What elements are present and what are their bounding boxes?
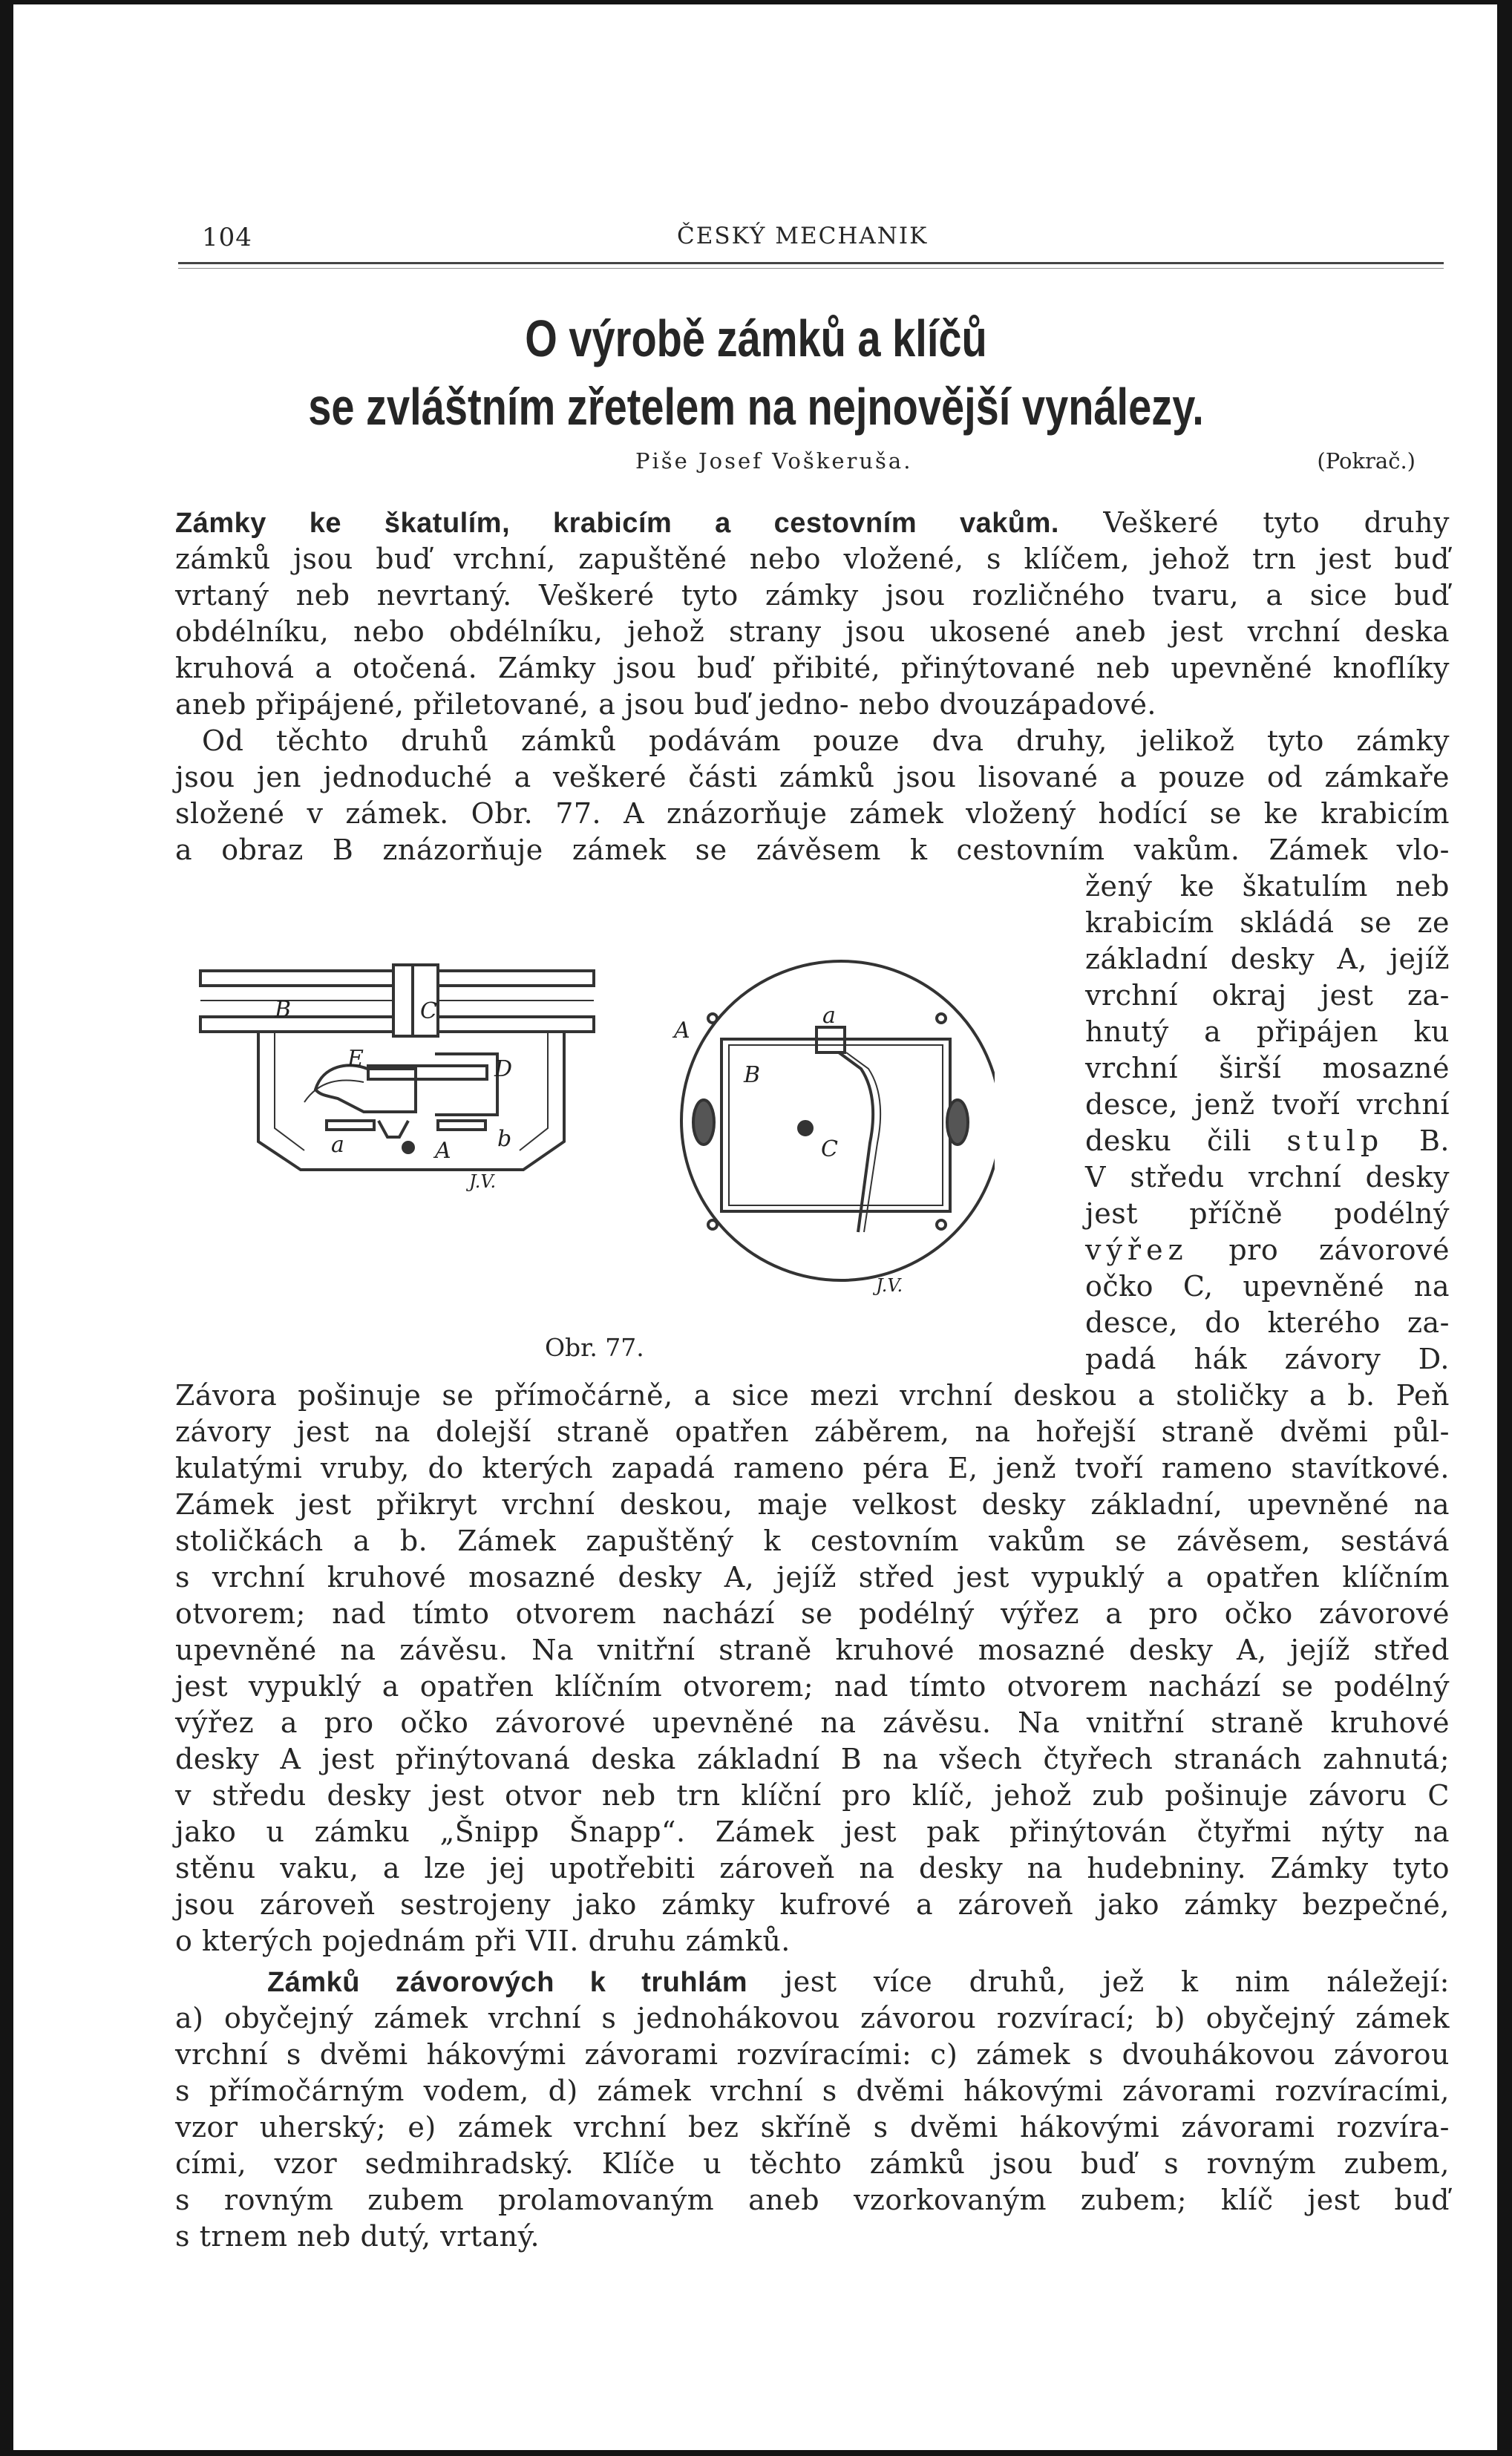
text-line: a) obyčejný zámek vrchní s jednohákovou závorou rozvírací; b) obyčejný zámek xyxy=(175,2002,1450,2034)
label-a-small-left: a xyxy=(331,1132,344,1158)
text-line: desce, jenž tvoří vrchní xyxy=(1085,1088,1450,1121)
text-line: desky A jest přinýtovaná deska základní B na všech čtyřech stranách zahnutá; xyxy=(175,1743,1450,1775)
text-line: s trnem neb dutý, vrtaný. xyxy=(175,2220,540,2253)
figure-caption: Obr. 77. xyxy=(545,1333,644,1362)
label-c-right: C xyxy=(821,1136,838,1162)
text-span: jest více druhů, jež k nim náležejí: xyxy=(784,1965,1450,1998)
text-line: padá hák závory D. xyxy=(1085,1343,1450,1375)
text-line: výřez a pro očko závorové upevněné na závěsu. Na vnitřní straně kruhové xyxy=(175,1706,1450,1739)
text-line: základní desky A, jejíž xyxy=(1085,943,1450,975)
text-line: s rovným zubem prolamovaným aneb vzorkovaným zubem; klíč jest buď xyxy=(175,2184,1450,2216)
text-line: v středu desky jest otvor neb trn klíční pro klíč, jehož zub pošinuje závoru C xyxy=(175,1779,1450,1812)
text-line: vrchní okraj jest za- xyxy=(1085,979,1450,1012)
text-line: a obraz B znázorňuje zámek se závěsem k cestovním vakům. Zámek vlo- xyxy=(175,834,1450,866)
text-line: závory jest na dolejší straně opatřen záběrem, na hořejší straně dvěmi půl- xyxy=(175,1415,1450,1448)
text-line: Zámek jest přikryt vrchní deskou, maje velkost desky základní, upevněné na xyxy=(175,1488,1450,1521)
text-line: cími, vzor sedmihradský. Klíče u těchto zámků jsou buď s rovným zubem, xyxy=(175,2147,1450,2180)
text-line: jsou jen jednoduché a veškeré části zámků jsou lisované a pouze od zámkaře xyxy=(175,761,1450,793)
text-line: vrtaný neb nevrtaný. Veškeré tyto zámky jsou rozličného tvaru, a sice buď xyxy=(175,579,1450,612)
text-line: stěnu vaku, a lze jej upotřebiti zároveň na desky na hudebniny. Zámky tyto xyxy=(175,1852,1450,1884)
text-line: aneb připájené, přiletované, a jsou buď jedno- nebo dvouzápadové. xyxy=(175,688,1157,721)
text-line: kruhová a otočená. Zámky jsou buď přibité, přinýtované neb upevněné knoflíky xyxy=(175,652,1450,684)
label-a-small-right: a xyxy=(822,1003,836,1029)
article-title-line-1: O výrobě zámků a klíčů xyxy=(525,310,987,367)
page-number: 104 xyxy=(202,223,252,252)
text-span: pro závorové xyxy=(1228,1234,1450,1266)
text-line: očko C, upevněné na xyxy=(1085,1270,1450,1303)
text-line: s vrchní kruhové mosazné desky A, jejíž střed jest vypuklý a opatřen klíčním xyxy=(175,1561,1450,1594)
text-line: žený ke škatulím neb xyxy=(1085,870,1450,903)
signature-left: J.V. xyxy=(469,1171,497,1192)
header-rule xyxy=(178,262,1444,264)
label-d: D xyxy=(494,1056,513,1082)
text-line: otvorem; nad tímto otvorem nachází se podélný výřez a pro očko závorové xyxy=(175,1597,1450,1630)
text-line: Od těchto druhů zámků podávám pouze dva druhy, jelikož tyto zámky xyxy=(202,724,1450,757)
spaced-term: stulp xyxy=(1286,1124,1384,1157)
label-b-right: B xyxy=(744,1062,761,1088)
lock-a-drawing xyxy=(200,965,594,1170)
text-line xyxy=(1085,1234,1450,1266)
byline: Piše Josef Voškeruša. xyxy=(635,448,913,474)
article-title-line-2: se zvláštním zřetelem na nejnovější vynálezy. xyxy=(308,378,1204,436)
text-line: jest příčně podélný xyxy=(1085,1197,1450,1230)
lock-b-drawing xyxy=(681,961,995,1280)
text-line: obdélníku, nebo obdélníku, jehož strany jsou ukosené aneb jest vrchní deska xyxy=(175,615,1450,648)
label-e: E xyxy=(347,1046,364,1072)
label-b-small-left: b xyxy=(497,1126,512,1152)
text-line: upevněné na závěsu. Na vnitřní straně kruhové mosazné desky A, jejíž střed xyxy=(175,1634,1450,1666)
text-line: vrchní širší mosazné xyxy=(1085,1052,1450,1084)
text-line xyxy=(267,1965,1450,1999)
text-line xyxy=(1085,1124,1450,1157)
text-line: jest vypuklý a opatřen klíčním otvorem; nad tímto otvorem nachází se podélný xyxy=(175,1670,1450,1703)
text-span: desku čili xyxy=(1085,1124,1251,1157)
label-c-left: C xyxy=(420,998,437,1024)
text-line: zámků jsou buď vrchní, zapuštěné nebo vložené, s klíčem, jehož trn jest buď xyxy=(175,543,1450,575)
text-line xyxy=(175,506,1450,540)
signature-right: J.V. xyxy=(876,1275,903,1296)
header-rule-thin xyxy=(178,268,1444,269)
spaced-term: výřez xyxy=(1085,1234,1188,1266)
label-b-left: B xyxy=(275,997,292,1023)
text-line: vzor uherský; e) zámek vrchní bez skříně s dvěmi hákovými závorami rozvíra- xyxy=(175,2111,1450,2144)
text-line: složené v zámek. Obr. 77. A znázorňuje zámek vložený hodící se ke krabicím xyxy=(175,797,1450,830)
continued-note: (Pokrač.) xyxy=(1317,448,1416,474)
text-span: B. xyxy=(1418,1124,1450,1157)
lock-diagram xyxy=(193,920,995,1366)
label-a-right: A xyxy=(674,1018,690,1044)
text-line: krabicím skládá se ze xyxy=(1085,906,1450,939)
text-line: jako u zámku „Šnipp Šnapp“. Zámek jest pak přinýtován čtyřmi nýty na xyxy=(175,1815,1450,1848)
text-line: V středu vrchní desky xyxy=(1085,1161,1450,1193)
text-line: kulatými vruby, do kterých zapadá rameno péra E, jenž tvoří rameno stavítkové. xyxy=(175,1452,1450,1484)
text-line: o kterých pojednám při VII. druhu zámků. xyxy=(175,1925,791,1957)
text-line: s přímočárným vodem, d) zámek vrchní s dvěmi hákovými závorami rozvíracími, xyxy=(175,2074,1450,2107)
text-line: desce, do kterého za- xyxy=(1085,1306,1450,1339)
text-line: hnutý a připájen ku xyxy=(1085,1015,1450,1048)
section-heading: Zámky ke škatulím, krabicím a cestovním vakům. xyxy=(175,508,1059,539)
text-line: stoličkách a b. Zámek zapuštěný k cestovním vakům se závěsem, sestává xyxy=(175,1525,1450,1557)
label-a-left: A xyxy=(435,1138,451,1164)
section-heading: Zámků závorových k truhlám xyxy=(267,1967,748,1998)
text-span: Veškeré tyto druhy xyxy=(1103,506,1450,539)
text-line: vrchní s dvěmi hákovými závorami rozvíracími: c) zámek s dvouhákovou závorou xyxy=(175,2038,1450,2071)
text-line: jsou zároveň sestrojeny jako zámky kufrové a zároveň jako zámky bezpečné, xyxy=(175,1888,1450,1921)
running-head: ČESKÝ MECHANIK xyxy=(677,223,929,249)
text-line: Závora pošinuje se přímočárně, a sice mezi vrchní deskou a stoličky a b. Peň xyxy=(175,1379,1450,1412)
